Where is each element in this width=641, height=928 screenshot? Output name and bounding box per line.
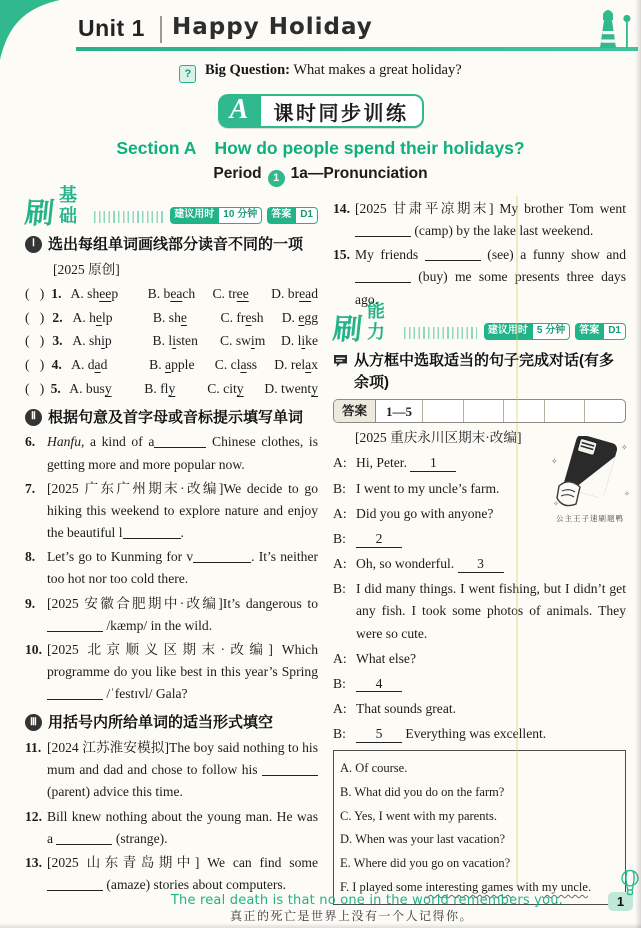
text-segment: [2025 山东青岛期中] We can find some [47, 854, 318, 870]
underlined-letters: a [240, 356, 247, 372]
question-text [47, 740, 318, 799]
unit-label: Unit 1 [78, 15, 145, 41]
option-label: B. [152, 333, 169, 349]
word-part: fr [236, 309, 246, 325]
option-label: D. [340, 832, 356, 847]
numbered-answer-blank[interactable]: 5 [356, 726, 402, 743]
phonetics-row [25, 330, 318, 352]
question-number: 7. [25, 480, 36, 496]
word-part: l [297, 333, 302, 349]
option-label: C. [220, 309, 237, 325]
word-part: m [254, 333, 266, 349]
fill-in-question [25, 593, 318, 637]
phonetics-question-list [25, 283, 318, 400]
task4-title: 从方框中选取适当的句子完成对话(有多余项) [354, 351, 614, 391]
stamp-caption: 公主王子速刷题鸭 [556, 514, 624, 524]
text-segment: My friends [355, 247, 425, 263]
option-label: C. [212, 285, 229, 301]
underlined-letters: e [298, 309, 305, 325]
fill-in-question [25, 737, 318, 803]
big-question-label: Big Question: [204, 62, 290, 78]
speaker-label: B: [333, 675, 346, 691]
underlined-letters: ee [236, 285, 249, 301]
fill-in-question [25, 806, 318, 850]
underlined-letters: y [104, 380, 112, 396]
numbered-answer-blank[interactable]: 1 [410, 455, 456, 472]
fill-in-question [25, 431, 318, 475]
word-part: br [287, 285, 300, 301]
dialogue-line [333, 698, 626, 720]
text-segment: Of course. [355, 760, 408, 775]
underlined-letters: i [301, 333, 306, 349]
option-label: D. [271, 285, 288, 301]
task2-number-badge: Ⅱ [25, 409, 42, 426]
book-stamp-illustration [542, 436, 638, 525]
option-label: F. [340, 880, 353, 895]
page-corner-decoration [0, 0, 72, 66]
text-segment: with [513, 880, 542, 895]
word-part: ss [246, 356, 258, 372]
option-label: B. [340, 784, 355, 799]
question-number: 12. [25, 808, 42, 824]
word-part: sten [175, 333, 198, 349]
option-label: C. [214, 356, 231, 372]
word-option[interactable] [215, 354, 274, 376]
numbered-answer-blank[interactable]: 4 [356, 676, 402, 693]
answer-blank[interactable] [355, 269, 411, 283]
answer-blank[interactable] [193, 549, 251, 563]
word-option[interactable] [220, 330, 281, 352]
banner-title: 课时同步训练 [261, 94, 424, 128]
speaker-label: A: [333, 701, 347, 716]
word-part: sw [235, 333, 251, 349]
section-basics-label: 基础 [59, 185, 79, 226]
task1-source: [2025 原创] [53, 261, 120, 277]
page-number-badge: 1 [608, 892, 633, 911]
speaker-label: B: [333, 530, 346, 546]
section-title: How do people spend their holidays? [214, 138, 525, 158]
footer-quote-en: The real death is that no one in the world remembers you. [170, 893, 563, 908]
underlined-letters: e [95, 309, 102, 325]
question-text [47, 809, 318, 846]
option-label: C. [219, 333, 236, 349]
underlined-letters: y [168, 380, 176, 396]
speaker-label: B: [333, 726, 346, 742]
lighthouse-icon [583, 6, 635, 50]
unit-title: Happy Holiday [172, 14, 373, 40]
text-segment: What did you do on the farm? [354, 784, 505, 799]
svg-text:✧: ✧ [621, 443, 628, 452]
word-part: cl [230, 356, 241, 372]
big-question-text: What makes a great holiday? [293, 62, 462, 78]
sentence-option[interactable] [340, 806, 619, 826]
option-label: B. [147, 285, 164, 301]
word-part: twent [281, 380, 312, 396]
text-segment: [2024 江苏淮安模拟]The boy said nothing to his mum and dad and chose to follow his [47, 740, 318, 778]
option-label: A. [71, 356, 88, 372]
question-number: 4. [51, 356, 62, 372]
answer-badge: 答案 D1 [575, 323, 626, 340]
dialogue-line [333, 578, 626, 644]
phonetics-row [25, 307, 318, 329]
text-segment: (buy) me some presents three days ago. [355, 269, 626, 307]
question-number: 3. [52, 333, 63, 349]
word-part: l [168, 333, 173, 349]
underlined-letters: y [236, 380, 244, 396]
task1-title: 选出每组单词画线部分读音不同的一项 [48, 236, 304, 253]
text-segment: (strange). [112, 830, 168, 846]
dialogue-line [333, 528, 626, 550]
text-segment: , a kind of a [80, 434, 155, 450]
numbered-answer-blank[interactable]: 3 [458, 556, 504, 573]
option-label: B. [152, 309, 169, 325]
word-part: lp [101, 309, 113, 325]
text-segment: (camp) by the lake last weekend. [411, 223, 594, 239]
svg-text:✧: ✧ [624, 490, 630, 498]
word-option[interactable] [148, 283, 213, 305]
answer-parentheses[interactable]: ( ) [25, 333, 45, 349]
banner-letter: A [218, 94, 261, 128]
word-part: p [111, 285, 119, 301]
text-segment: /ˈfestɪvl/ Gala? [103, 686, 188, 702]
word-part: tr [228, 285, 237, 301]
text-segment: [2025 甘肃平凉期末] My brother Tom went [355, 201, 626, 216]
brush-logo: 刷 [23, 198, 56, 230]
text-segment: What else? [356, 650, 417, 666]
answer-cell[interactable] [584, 400, 625, 422]
question-text [47, 596, 318, 633]
fill-in-question [25, 546, 318, 590]
numbered-answer-blank[interactable]: 2 [356, 531, 402, 548]
text-segment: Yes, I went with my parents. [354, 808, 497, 823]
underlined-letters: y [311, 380, 318, 396]
text-segment: Chinese clothes, is getting more and more popular now. [47, 434, 318, 472]
option-label: D. [274, 356, 291, 372]
task1-header [25, 234, 318, 256]
option-label: B. [149, 356, 166, 372]
word-option[interactable] [264, 378, 318, 400]
text-segment: [2025 安徽合肥期中·改编]It’s dangerous to [47, 595, 318, 611]
word-option[interactable] [281, 330, 318, 352]
text-segment: I played some [352, 880, 426, 895]
word-option[interactable] [274, 354, 318, 376]
speaker-label: B: [333, 480, 346, 496]
header-rule [76, 47, 638, 51]
answer-blank[interactable] [47, 618, 103, 632]
question-text [47, 434, 318, 471]
question-number: 9. [25, 595, 36, 611]
unit-title-divider [160, 16, 162, 43]
question-text [47, 642, 318, 701]
word-part: gg [304, 309, 318, 325]
word-part: ke [305, 333, 318, 349]
answer-blank[interactable] [355, 223, 411, 237]
answer-blank[interactable] [154, 434, 206, 448]
text-segment: (parent) advice this time. [47, 784, 183, 800]
underlined-letters: e [180, 309, 187, 325]
text-segment: Everything was excellent. [402, 726, 547, 742]
underlined-letters: ea [299, 285, 312, 301]
text-segment: . It’s neither too hot nor too cold there. [47, 549, 319, 587]
word-option[interactable] [282, 307, 318, 329]
word-option[interactable] [71, 354, 149, 376]
question-number: 11. [25, 740, 42, 756]
underlined-letters: e [245, 309, 252, 325]
speaker-label: A: [333, 455, 347, 471]
text-segment: Let’s go to Kunming for v [47, 549, 194, 565]
period-title: 1a—Pronunciation [290, 165, 428, 182]
word-option[interactable] [221, 307, 282, 329]
text-segment: That sounds great. [356, 701, 457, 716]
word-option[interactable] [212, 283, 271, 305]
question-number: 5. [50, 380, 61, 396]
word-part: d [100, 356, 108, 372]
speaker-label: A: [333, 556, 347, 572]
text-segment: /kæmp/ in the wild. [103, 617, 213, 633]
question-number: 2. [52, 309, 63, 325]
period-number-badge: 1 [268, 170, 285, 187]
speaker-label: A: [333, 650, 347, 666]
period-heading [0, 165, 641, 187]
answer-blank[interactable] [47, 686, 103, 700]
word-part: b [163, 285, 171, 301]
time-badge: 建议用时 10 分钟 [170, 207, 262, 224]
option-label: D. [264, 380, 281, 396]
underlined-letters: i [101, 333, 105, 349]
answer-strip-label: 答案 [334, 400, 376, 422]
option-label: A. [69, 380, 86, 396]
option-label: B. [144, 380, 161, 396]
content-columns [23, 185, 630, 905]
lesson-banner [218, 94, 424, 128]
underlined-letters: ea [170, 285, 183, 301]
underlined-letters: ee [99, 285, 112, 301]
answer-strip [333, 399, 626, 423]
fill-in-question [25, 478, 318, 544]
task2-header [25, 407, 318, 429]
task3-question-list-continued [333, 198, 626, 311]
dialogue-line [333, 673, 626, 695]
text-segment: [2025 北京顺义区期末·改编] Which programme do you like best in this year’s Spring [47, 641, 318, 679]
svg-text:✧: ✧ [553, 500, 559, 508]
task4-header [333, 350, 626, 394]
word-option[interactable] [149, 354, 215, 376]
option-label: D. [281, 309, 299, 325]
fill-in-question [333, 244, 626, 310]
question-number: 13. [25, 854, 42, 870]
answer-parentheses[interactable]: ( ) [25, 356, 45, 372]
task3-question-list [25, 737, 318, 896]
text-segment: . [180, 525, 184, 541]
text-segment: I did many things. I went fishing, but I didn’t get any fish. I took some photos of animals. They were so cute. [356, 581, 626, 641]
answer-parentheses[interactable]: ( ) [25, 380, 45, 396]
word-part: sh [251, 309, 264, 325]
answer-blank[interactable] [56, 831, 112, 845]
task3-header [25, 712, 318, 734]
brush-logo: 刷 [331, 313, 364, 346]
underlined-letters: i [250, 333, 255, 349]
big-question-line [0, 62, 641, 83]
text-segment: (amaze) stories about computers. [103, 877, 287, 892]
text-segment: Bill knew nothing about the young man. He was a [47, 808, 318, 846]
dialogue-line [333, 553, 626, 575]
answer-parentheses[interactable]: ( ) [25, 309, 45, 325]
word-part: d [311, 285, 318, 301]
option-label: D. [280, 333, 298, 349]
task4-source: [2025 重庆永川区期末·改编] [355, 430, 522, 446]
task3-number-badge: Ⅲ [25, 714, 42, 731]
question-number: 8. [25, 549, 36, 565]
word-option[interactable] [153, 330, 220, 352]
answer-parentheses[interactable]: ( ) [25, 285, 45, 301]
option-label: A. [72, 309, 90, 325]
word-part: cit [223, 380, 237, 396]
question-number: 14. [333, 201, 350, 216]
underlined-letters: a [94, 356, 101, 372]
word-part: p [104, 333, 112, 349]
question-text [47, 549, 318, 586]
word-option[interactable] [69, 378, 144, 400]
sentence-option[interactable] [340, 758, 619, 778]
question-number: 15. [333, 247, 350, 263]
footer-quote-zh: 真正的死亡是世界上没有一个人记得你。 [229, 909, 473, 923]
word-part: bus [85, 380, 105, 396]
answer-cell[interactable] [422, 400, 463, 422]
option-label: C. [340, 808, 355, 823]
answer-blank[interactable] [123, 525, 181, 539]
word-option[interactable] [153, 307, 221, 329]
option-label: A. [70, 285, 88, 301]
sentence-option[interactable] [340, 829, 619, 849]
section-ability-header [331, 300, 626, 346]
option-label: A. [340, 760, 356, 775]
text-segment: Did you go with anyone? [356, 505, 494, 521]
question-text [47, 855, 318, 892]
sentence-option[interactable] [340, 782, 619, 802]
word-part: d [87, 356, 95, 372]
section-ability-label: 能力 [367, 300, 387, 342]
hatch-decoration [94, 211, 163, 223]
word-option[interactable] [144, 378, 207, 400]
fill-in-question [25, 639, 318, 705]
answer-cell[interactable] [544, 400, 585, 422]
speaker-label: A: [333, 505, 347, 521]
text-segment: When was your last vacation? [355, 832, 506, 847]
question-text [47, 481, 318, 540]
time-badge: 建议用时 5 分钟 [484, 323, 570, 340]
word-part: rel [290, 356, 306, 372]
text-segment: (see) a funny show and [480, 247, 626, 263]
question-text [355, 247, 626, 306]
answer-badge: 答案 D1 [267, 207, 318, 224]
underlined-letters: i [172, 333, 176, 349]
task3-title: 用括号内所给单词的适当形式填空 [48, 714, 274, 732]
word-part: h [89, 309, 96, 325]
period-label: Period [213, 165, 262, 182]
speaker-label: B: [333, 581, 346, 597]
word-part: sh [89, 333, 102, 349]
option-label: A. [72, 333, 89, 349]
task1-number-badge: Ⅰ [25, 236, 42, 253]
hatch-decoration [404, 327, 477, 339]
word-part: sh [87, 285, 100, 301]
text-segment: [2025 广东广州期末·改编]We decide to go hiking this weekend to explore nature and enjoy the beautiful l [47, 480, 318, 541]
word-part: sh [168, 309, 181, 325]
section-basics-header [23, 185, 318, 230]
svg-text:✧: ✧ [551, 457, 558, 466]
question-number: 1. [51, 285, 62, 301]
hot-air-balloon-icon [620, 869, 640, 897]
section-heading [0, 138, 641, 159]
right-column [331, 196, 630, 905]
answer-blank[interactable] [425, 247, 481, 261]
phonetics-row [25, 354, 318, 376]
word-part: pple [171, 356, 195, 372]
question-number: 10. [25, 641, 42, 657]
answer-blank[interactable] [47, 877, 103, 891]
word-option[interactable] [207, 378, 264, 400]
word-option[interactable] [71, 283, 148, 305]
text-segment: Oh, so wonderful. [356, 556, 458, 572]
fill-in-question [333, 198, 626, 242]
text-segment: Hi, Peter. [356, 455, 411, 471]
left-column [23, 185, 319, 905]
question-number: 6. [25, 434, 36, 450]
phonetics-row [25, 378, 318, 400]
text-segment: Where did you go on vacation? [353, 856, 511, 871]
task2-title: 根据句意及首字母或音标提示填写单词 [48, 408, 304, 426]
section-label: Section A [116, 138, 197, 158]
task2-question-list [25, 431, 318, 705]
dialogue-line [333, 648, 626, 670]
question-text [355, 201, 626, 238]
dialogue-line [333, 723, 626, 745]
underlined-letters: a [165, 356, 172, 372]
wavy-underlined-text: my uncle [541, 880, 588, 895]
sentence-options-box [333, 750, 626, 905]
underlined-letters: a [305, 356, 312, 372]
option-label: C. [207, 380, 224, 396]
answer-blank[interactable] [262, 762, 318, 776]
word-option[interactable] [271, 283, 318, 305]
speech-bubble-icon [333, 354, 348, 368]
word-option[interactable] [72, 330, 152, 352]
text-segment: . [587, 880, 592, 895]
word-part: ch [182, 285, 196, 301]
question-icon: ? [179, 65, 196, 83]
wavy-underlined-text: interesting games [425, 880, 514, 895]
answer-cell[interactable] [463, 400, 504, 422]
option-label: E. [340, 856, 354, 871]
sentence-option[interactable] [340, 853, 619, 873]
word-option[interactable] [73, 307, 153, 329]
word-part: fl [160, 380, 169, 396]
fill-in-question [25, 852, 318, 896]
phonetics-row [25, 283, 318, 305]
text-segment: I went to my uncle’s farm. [356, 480, 500, 496]
word-part: x [311, 356, 319, 372]
italic-text: Hanfu [47, 434, 81, 450]
answer-cell[interactable] [503, 400, 544, 422]
answer-strip-range: 1—5 [386, 403, 413, 419]
